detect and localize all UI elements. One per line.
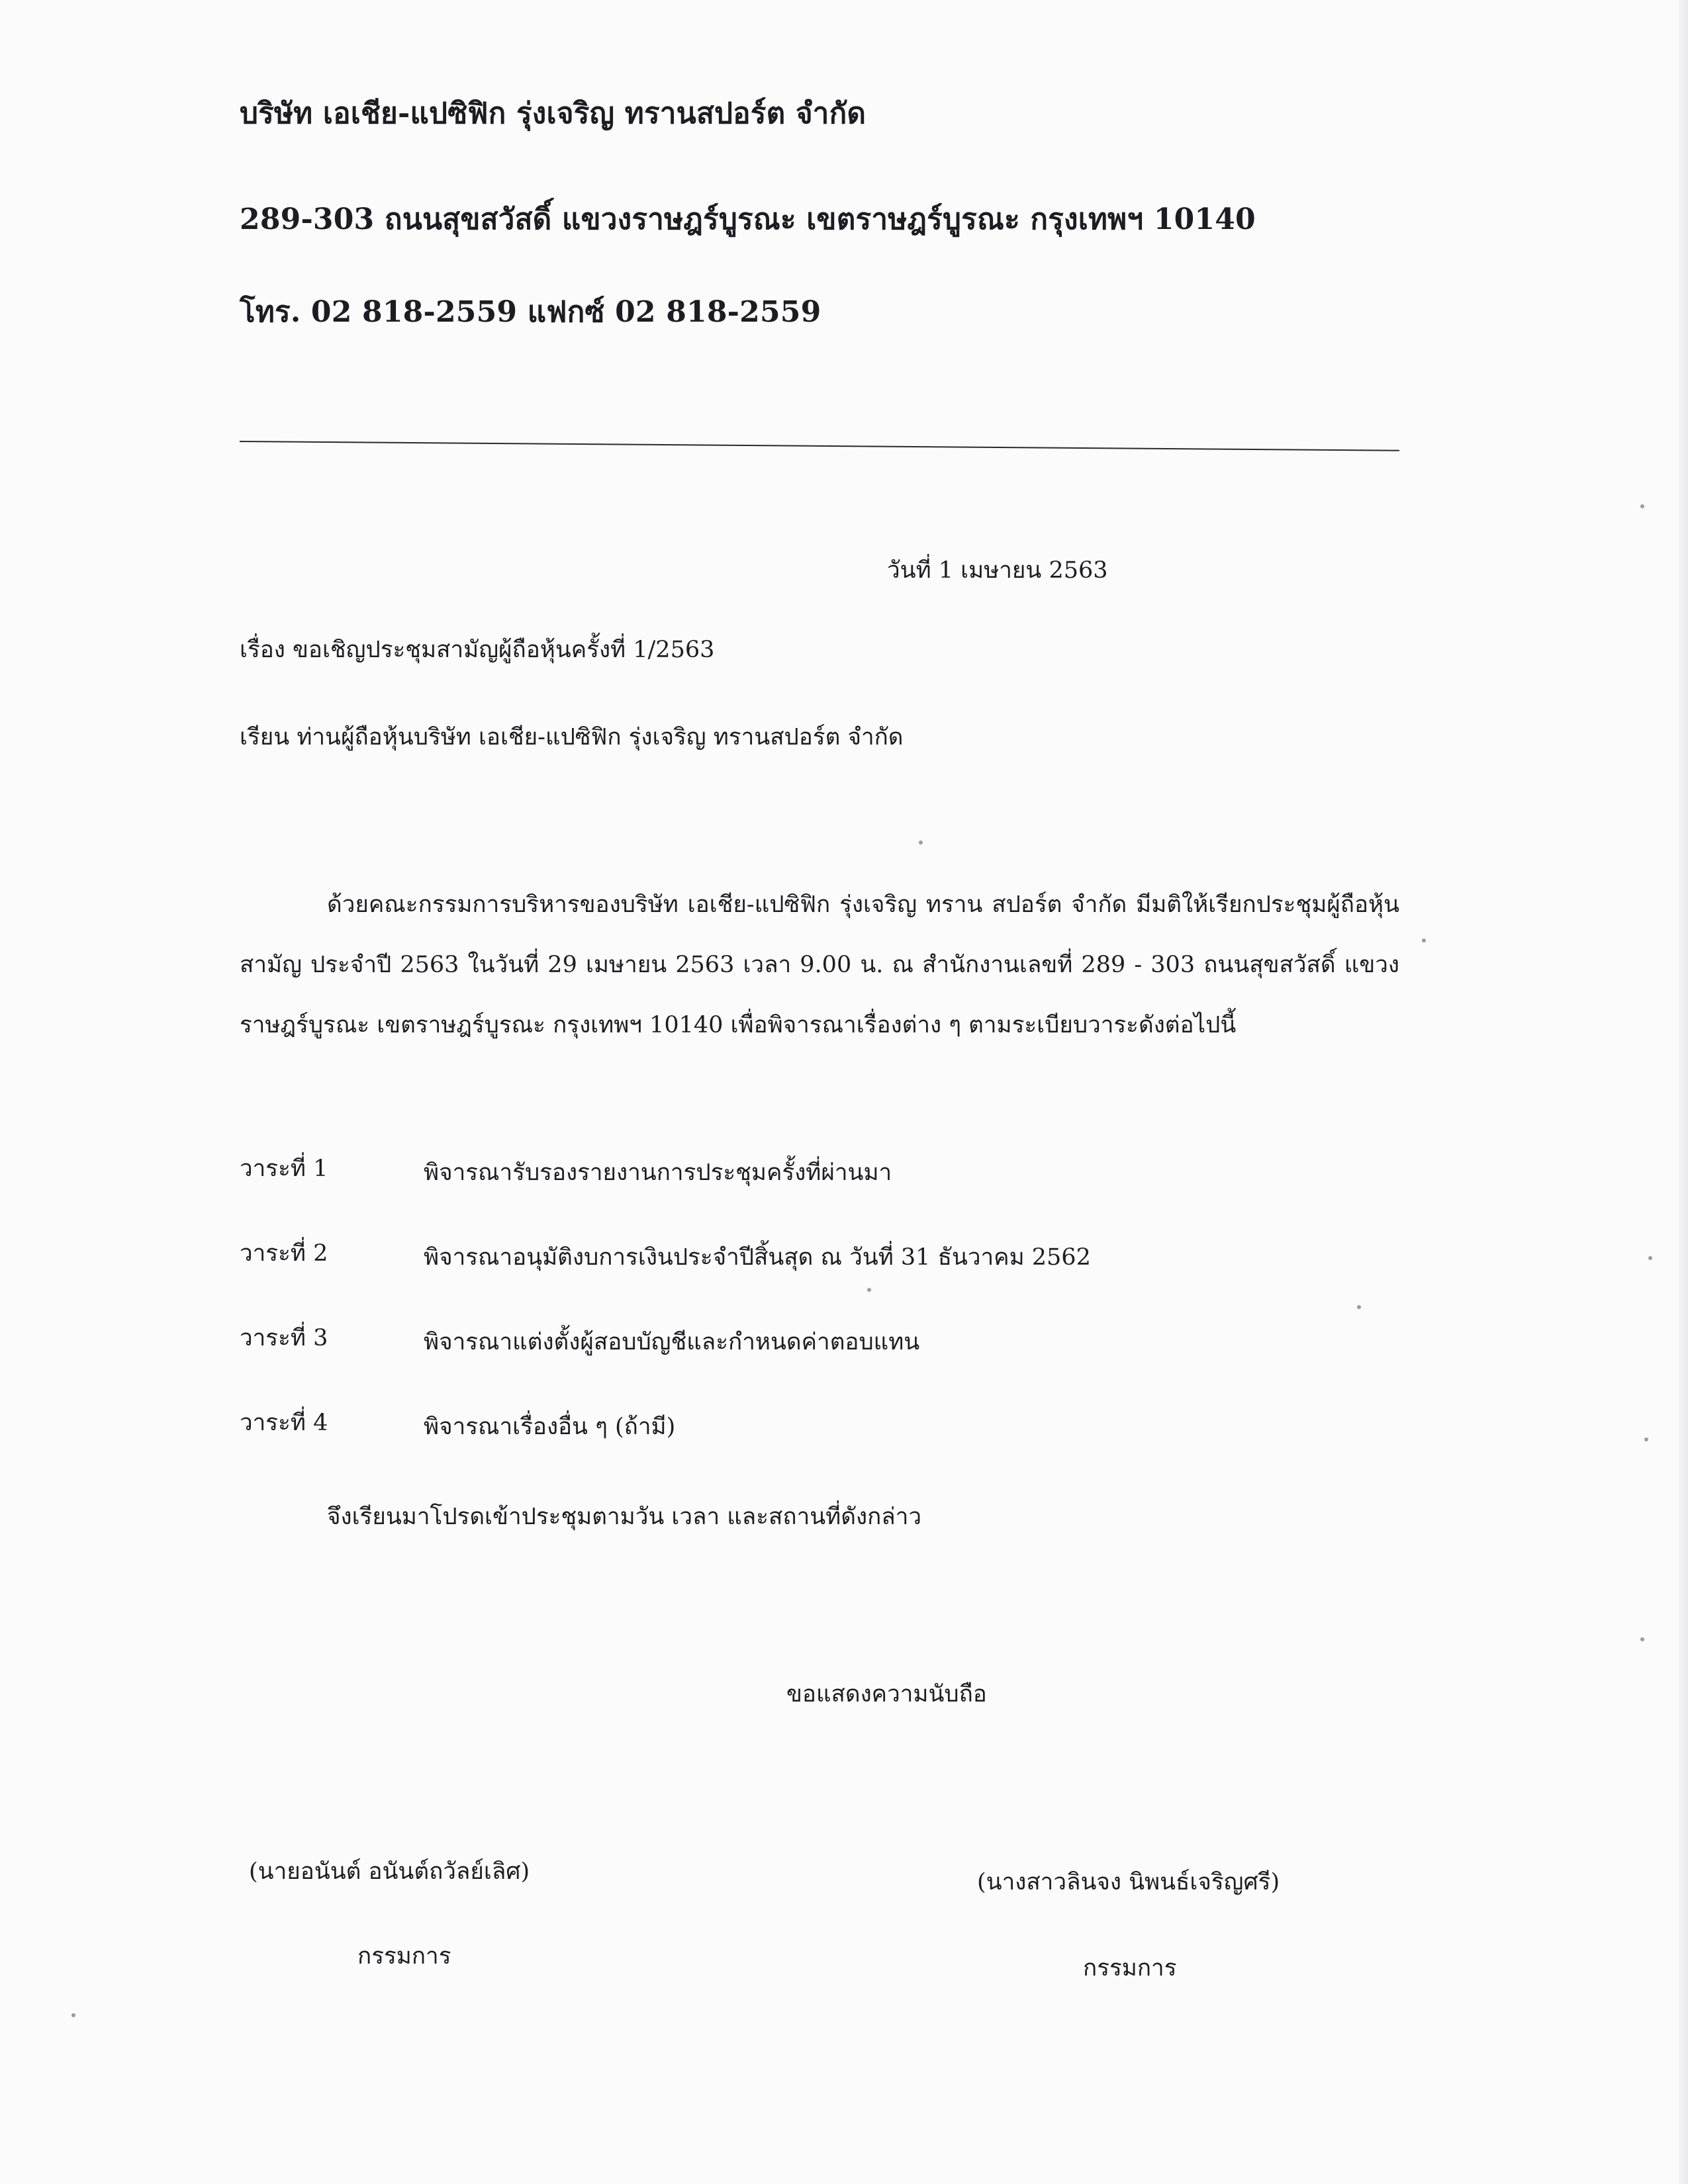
agenda-item-2: พิจารณาอนุมัติงบการเงินประจำปีสิ้นสุด ณ วันที่ 31 ธันวาคม 2562	[424, 1244, 1091, 1271]
company-address: 289-303 ถนนสุขสวัสดิ์ แขวงราษฎร์บูรณะ เขตราษฎร์บูรณะ กรุงเทพฯ 10140	[240, 203, 1256, 236]
agenda-label-1: วาระที่ 1	[240, 1156, 328, 1182]
scan-speck	[1648, 1256, 1652, 1260]
letter-date: วันที่ 1 เมษายน 2563	[887, 557, 1108, 584]
scan-speck	[1357, 1305, 1361, 1309]
scan-edge-shadow	[1679, 0, 1688, 2184]
scan-speck	[1644, 1437, 1648, 1441]
closing-line: จึงเรียนมาโปรดเข้าประชุมตามวัน เวลา และสถานที่ดังกล่าว	[327, 1504, 922, 1530]
signatory-1-name: (นายอนันต์ อนันต์ถวัลย์เลิศ)	[249, 1858, 530, 1885]
letter-recipient: เรียน ท่านผู้ถือหุ้นบริษัท เอเชีย-แปซิฟิก รุ่งเจริญ ทรานสปอร์ต จำกัด	[240, 724, 904, 751]
letter-subject: เรื่อง ขอเชิญประชุมสามัญผู้ถือหุ้นครั้งที่ 1/2563	[240, 637, 715, 663]
agenda-label-4: วาระที่ 4	[240, 1410, 328, 1436]
scan-speck	[1422, 938, 1426, 942]
scan-speck	[1640, 1637, 1644, 1641]
scan-speck	[867, 1288, 871, 1292]
scan-speck	[919, 841, 923, 844]
agenda-item-3: พิจารณาแต่งตั้งผู้สอบบัญชีและกำหนดค่าตอบแทน	[424, 1329, 920, 1355]
letterhead-divider	[240, 441, 1399, 451]
agenda-item-1: พิจารณารับรองรายงานการประชุมครั้งที่ผ่านมา	[424, 1160, 892, 1186]
signatory-2-name: (นางสาวลินจง นิพนธ์เจริญศรี)	[977, 1869, 1280, 1895]
salutation: ขอแสดงความนับถือ	[786, 1681, 987, 1707]
agenda-label-2: วาระที่ 2	[240, 1240, 328, 1267]
scan-speck	[71, 2013, 75, 2017]
agenda-item-4: พิจารณาเรื่องอื่น ๆ (ถ้ามี)	[424, 1414, 676, 1440]
signatory-2-title: กรรมการ	[1083, 1955, 1177, 1981]
scan-speck	[1640, 504, 1644, 508]
agenda-label-3: วาระที่ 3	[240, 1325, 328, 1351]
company-contact: โทร. 02 818-2559 แฟกซ์ 02 818-2559	[240, 295, 821, 329]
signatory-1-title: กรรมการ	[357, 1943, 451, 1970]
body-paragraph: ด้วยคณะกรรมการบริหารของบริษัท เอเชีย-แปซิฟิก รุ่งเจริญ ทราน สปอร์ต จำกัด มีมติให้เรียกประชุมผู้ถือหุ้นสามัญ ประจำปี 2563 ในวันที่ 29 เมษายน 2563 เวลา 9.00 น. ณ สำนักงานเลขที่ 289 - 303 ถนนสุขสวัสดิ์ แขวงราษฎร์บูรณะ เขตราษฎร์บูรณะ กรุงเทพฯ 10140 เพื่อพิจารณาเรื่องต่าง ๆ ตามระเบียบวาระดังต่อไปนี้	[240, 891, 1399, 1038]
company-name: บริษัท เอเชีย-แปซิฟิก รุ่งเจริญ ทรานสปอร์ต จำกัด	[240, 97, 867, 130]
